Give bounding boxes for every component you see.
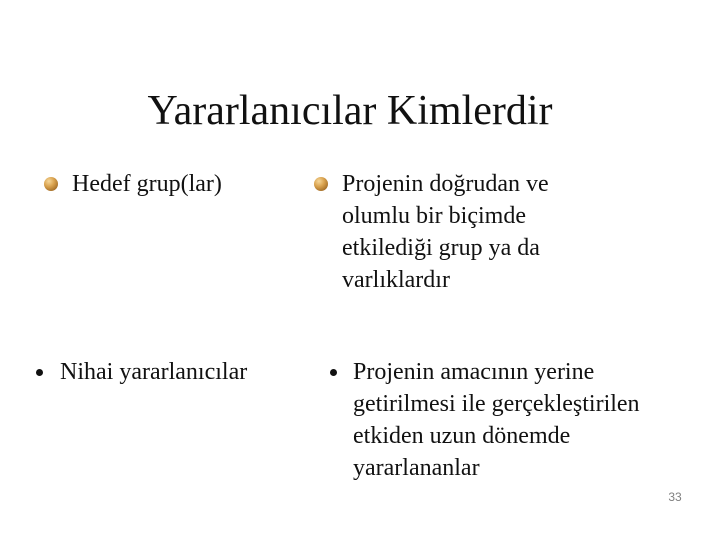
gold-sphere-bullet-icon bbox=[44, 177, 58, 191]
target-group-definition-text: Projenin doğrudan ve olumlu bir biçimde etkilediği grup ya da varlıklardır bbox=[342, 171, 549, 293]
slide-title: Yararlanıcılar Kimlerdir bbox=[147, 88, 553, 134]
final-beneficiaries-definition bbox=[353, 356, 713, 484]
round-dot-bullet-icon bbox=[36, 369, 43, 376]
target-group-definition bbox=[342, 168, 682, 296]
final-beneficiaries-label: Nihai yararlanıcılar bbox=[60, 359, 248, 385]
final-beneficiaries-definition-text: Projenin amacının yerine getirilmesi ile gerçekleştirilen etkiden uzun dönemde yararlananlar bbox=[353, 359, 640, 481]
target-group-item bbox=[72, 168, 302, 200]
page-number: 33 bbox=[668, 490, 682, 504]
round-dot-bullet-icon bbox=[330, 369, 337, 376]
gold-sphere-bullet-icon bbox=[314, 177, 328, 191]
target-group-label: Hedef grup(lar) bbox=[72, 171, 222, 197]
final-beneficiaries-item bbox=[60, 356, 300, 388]
